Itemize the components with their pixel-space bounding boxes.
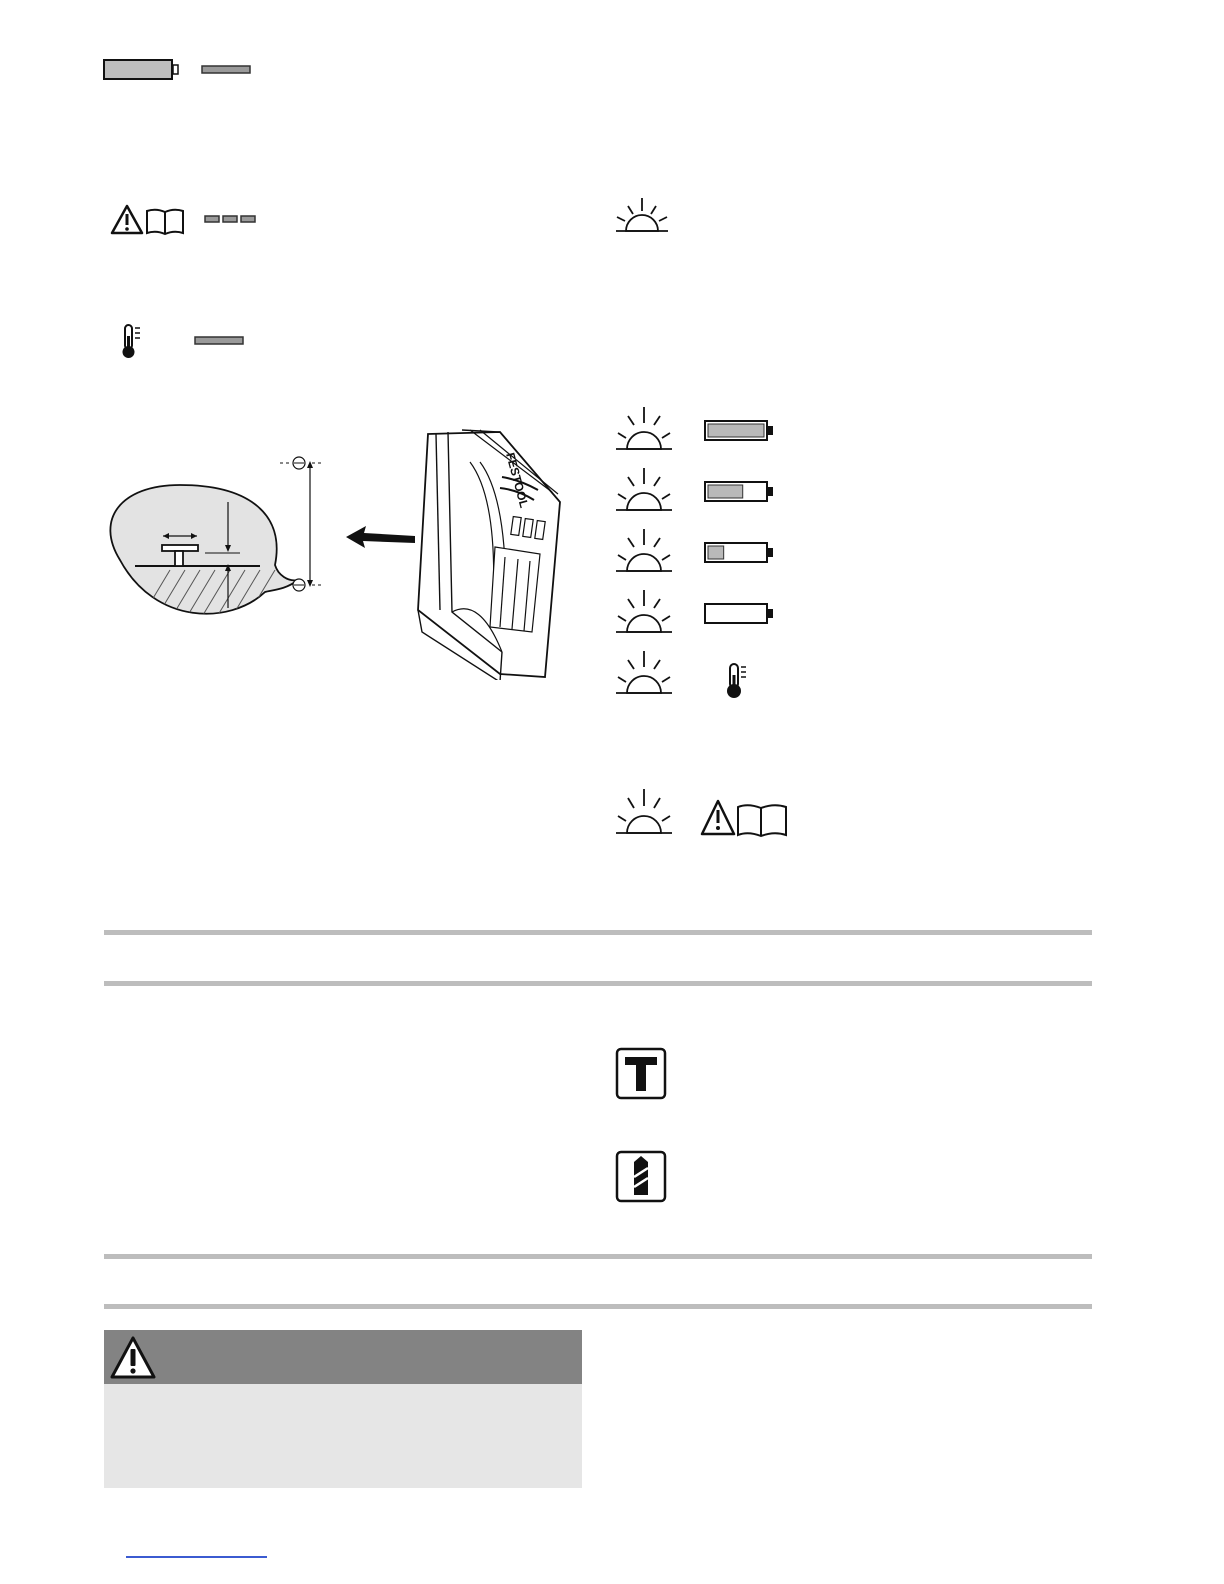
lamp-rays-icon [616, 789, 672, 833]
mode-hammer [615, 1047, 669, 1101]
led-steady-icon [202, 66, 250, 73]
battery-full-icon [705, 421, 773, 440]
mode-drill [615, 1150, 669, 1204]
charge-level-row [616, 468, 773, 510]
lamp-rays-icon [616, 407, 672, 449]
hammer-mode-icon [615, 1047, 669, 1101]
insert-direction-arrow [344, 523, 418, 551]
section-rule [104, 1254, 1092, 1259]
led-steady-icon [195, 337, 243, 344]
battery-one-third-icon [705, 543, 773, 562]
warning-manual-icon [110, 203, 270, 237]
charge-level-row [616, 590, 773, 632]
charge-level-row [616, 407, 773, 449]
lamp-rays-icon [616, 529, 672, 571]
charge-levels-graphic [612, 402, 812, 702]
lamp-rays-icon [616, 468, 672, 510]
battery-two-thirds-icon [705, 482, 773, 501]
warning-header [104, 1330, 582, 1384]
detail-bubble [110, 485, 298, 614]
arrow-left-icon [344, 523, 418, 551]
brand-logo: FESTOOL [503, 451, 532, 510]
section-rule [104, 981, 1092, 986]
battery-pack-illustration [410, 422, 580, 680]
battery-empty-icon [705, 604, 773, 623]
lamp-rays-icon [612, 196, 672, 238]
led-flashing-icon [205, 216, 255, 222]
lamp-rays-icon [616, 651, 672, 693]
warning-body [104, 1384, 582, 1488]
footer-link-underline [126, 1556, 267, 1558]
error-indicator [612, 786, 802, 842]
indicator-warning-flashing [110, 203, 270, 237]
drill-mode-icon [615, 1150, 669, 1204]
temperature-row [616, 651, 746, 698]
thermometer-icon [123, 325, 141, 358]
charge-level-list [612, 402, 812, 702]
section-rule [104, 930, 1092, 935]
indicator-battery-full [102, 58, 262, 84]
indicator-temperature [118, 322, 258, 362]
battery-full-icon [102, 58, 262, 84]
warning-icon [106, 1332, 160, 1386]
warning-manual-icon [702, 801, 786, 836]
section-rule [104, 1304, 1092, 1309]
lamp-rays-icon [616, 590, 672, 632]
charge-level-row [616, 529, 773, 571]
thermometer-icon [727, 664, 746, 698]
contact-detail-figure [100, 440, 340, 620]
charge-indicator-lamp [612, 196, 672, 238]
